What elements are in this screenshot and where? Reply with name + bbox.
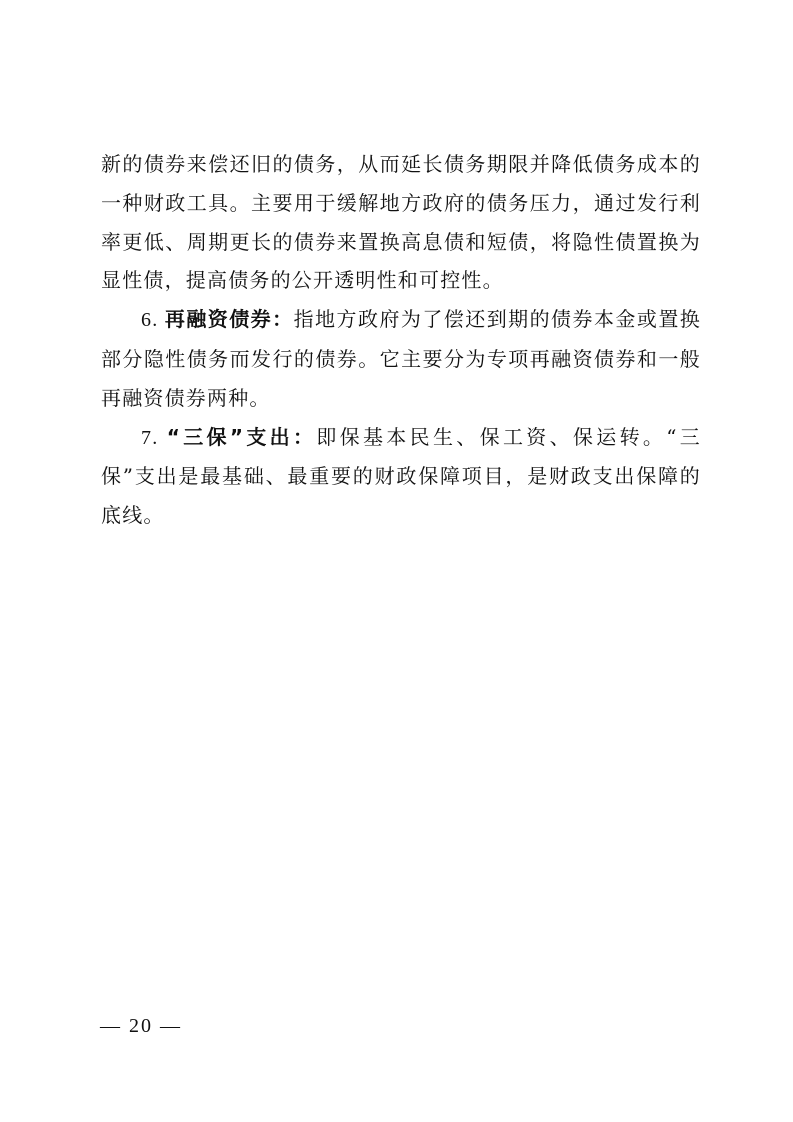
definition-item-6 <box>101 300 701 417</box>
item-definition: 即保基本民生、保工资、保运转。“三保”支出是最基础、最重要的财政保障项目，是财政支出保障的底线。 <box>101 424 701 528</box>
item-definition: 指地方政府为了偿还到期的债券本金或置换部分隐性债务而发行的债券。它主要分为专项再融资债券和一般再融资债券两种。 <box>101 307 701 410</box>
item-number: 7. <box>141 426 167 449</box>
item-term: “三保”支出： <box>166 424 317 449</box>
body-text <box>101 145 701 535</box>
definition-item-7 <box>101 418 701 535</box>
item-term: 再融资债券： <box>164 307 294 332</box>
page-number: — 20 — <box>100 1015 182 1037</box>
continuation-paragraph: 新的债券来偿还旧的债务，从而延长债务期限并降低债务成本的一种财政工具。主要用于缓解地方政府的债务压力，通过发行利率更低、周期更长的债券来置换高息债和短债，将隐性债置换为显性债，提高债务的公开透明性和可控性。 <box>101 152 701 293</box>
item-number: 6. <box>141 309 165 332</box>
